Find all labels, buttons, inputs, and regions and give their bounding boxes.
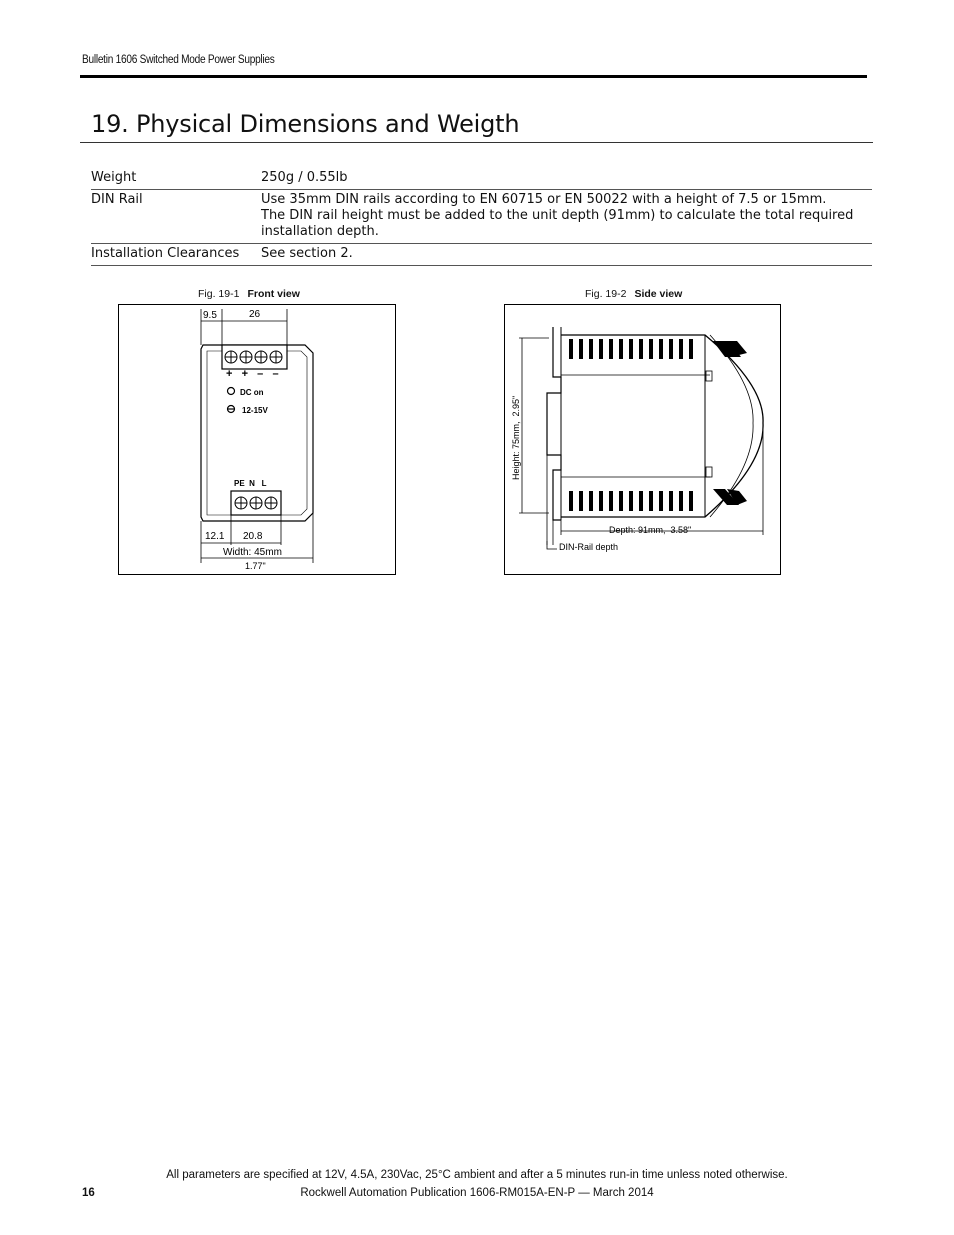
spec-value: See section 2.	[261, 246, 353, 261]
width-label: Width: 45mm	[223, 547, 282, 558]
spec-row-weight	[91, 168, 872, 190]
page-number: 16	[82, 1187, 95, 1199]
running-header: Bulletin 1606 Switched Mode Power Supplies	[82, 54, 275, 66]
input-screw-icons	[235, 497, 277, 509]
figure-number: Fig. 19-2	[585, 288, 627, 300]
side-housing-outline	[561, 335, 763, 517]
spec-row-din-rail	[91, 190, 872, 244]
spec-key: Weight	[91, 170, 137, 185]
front-view-figure	[118, 304, 396, 575]
front-view-drawing	[119, 305, 395, 574]
dc-on-led-icon	[228, 388, 235, 395]
pot-label: 12-15V	[242, 406, 268, 415]
side-view-figure	[504, 304, 781, 575]
footer-note: All parameters are specified at 12V, 4.5A, 230Vac, 25°C ambient and after a 5 minutes run-in time unless noted otherwise.	[166, 1169, 788, 1181]
width-inch-label: 1.77"	[245, 561, 266, 571]
title-rule	[80, 142, 873, 143]
figure-title: Front view	[247, 288, 300, 300]
spec-table	[91, 168, 872, 266]
spec-key: Installation Clearances	[91, 246, 240, 261]
spec-key: DIN Rail	[91, 192, 143, 207]
din-rail-clip	[547, 327, 561, 520]
spec-value: 250g / 0.55lb	[261, 170, 348, 185]
figure-caption-front	[198, 288, 300, 300]
top-vents	[569, 339, 693, 359]
front-terminal-hatching	[713, 341, 747, 505]
dim-bottom-mid: 20.8	[243, 531, 263, 542]
figure-caption-side	[585, 288, 682, 300]
input-terminal-labels: PE N L	[234, 479, 267, 488]
figure-number: Fig. 19-1	[198, 288, 240, 300]
dim-top-right: 26	[249, 309, 261, 320]
publication-id: Rockwell Automation Publication 1606-RM015A-EN-P — March 2014	[300, 1187, 654, 1199]
figure-title: Side view	[634, 288, 683, 300]
depth-label: Depth: 91mm, 3.58"	[609, 525, 692, 535]
dim-top-left: 9.5	[203, 310, 217, 321]
din-depth-label: DIN-Rail depth	[559, 542, 619, 552]
spec-row-installation-clearances	[91, 244, 872, 266]
dim-bottom-left: 12.1	[205, 531, 225, 542]
bottom-vents	[569, 491, 693, 511]
side-view-drawing	[505, 305, 780, 574]
spec-value: Use 35mm DIN rails according to EN 60715 or EN 50022 with a height of 7.5 or 15mm. The DIN rail height must be added to the unit depth (91mm) to calculate the total required installation depth.	[261, 192, 854, 239]
output-terminal-signs: + + – –	[226, 368, 279, 380]
height-label: Height: 75mm, 2.95"	[511, 395, 521, 480]
led-label: DC on	[240, 388, 264, 397]
section-title: 19. Physical Dimensions and Weigth	[91, 110, 520, 138]
header-rule	[80, 75, 867, 78]
